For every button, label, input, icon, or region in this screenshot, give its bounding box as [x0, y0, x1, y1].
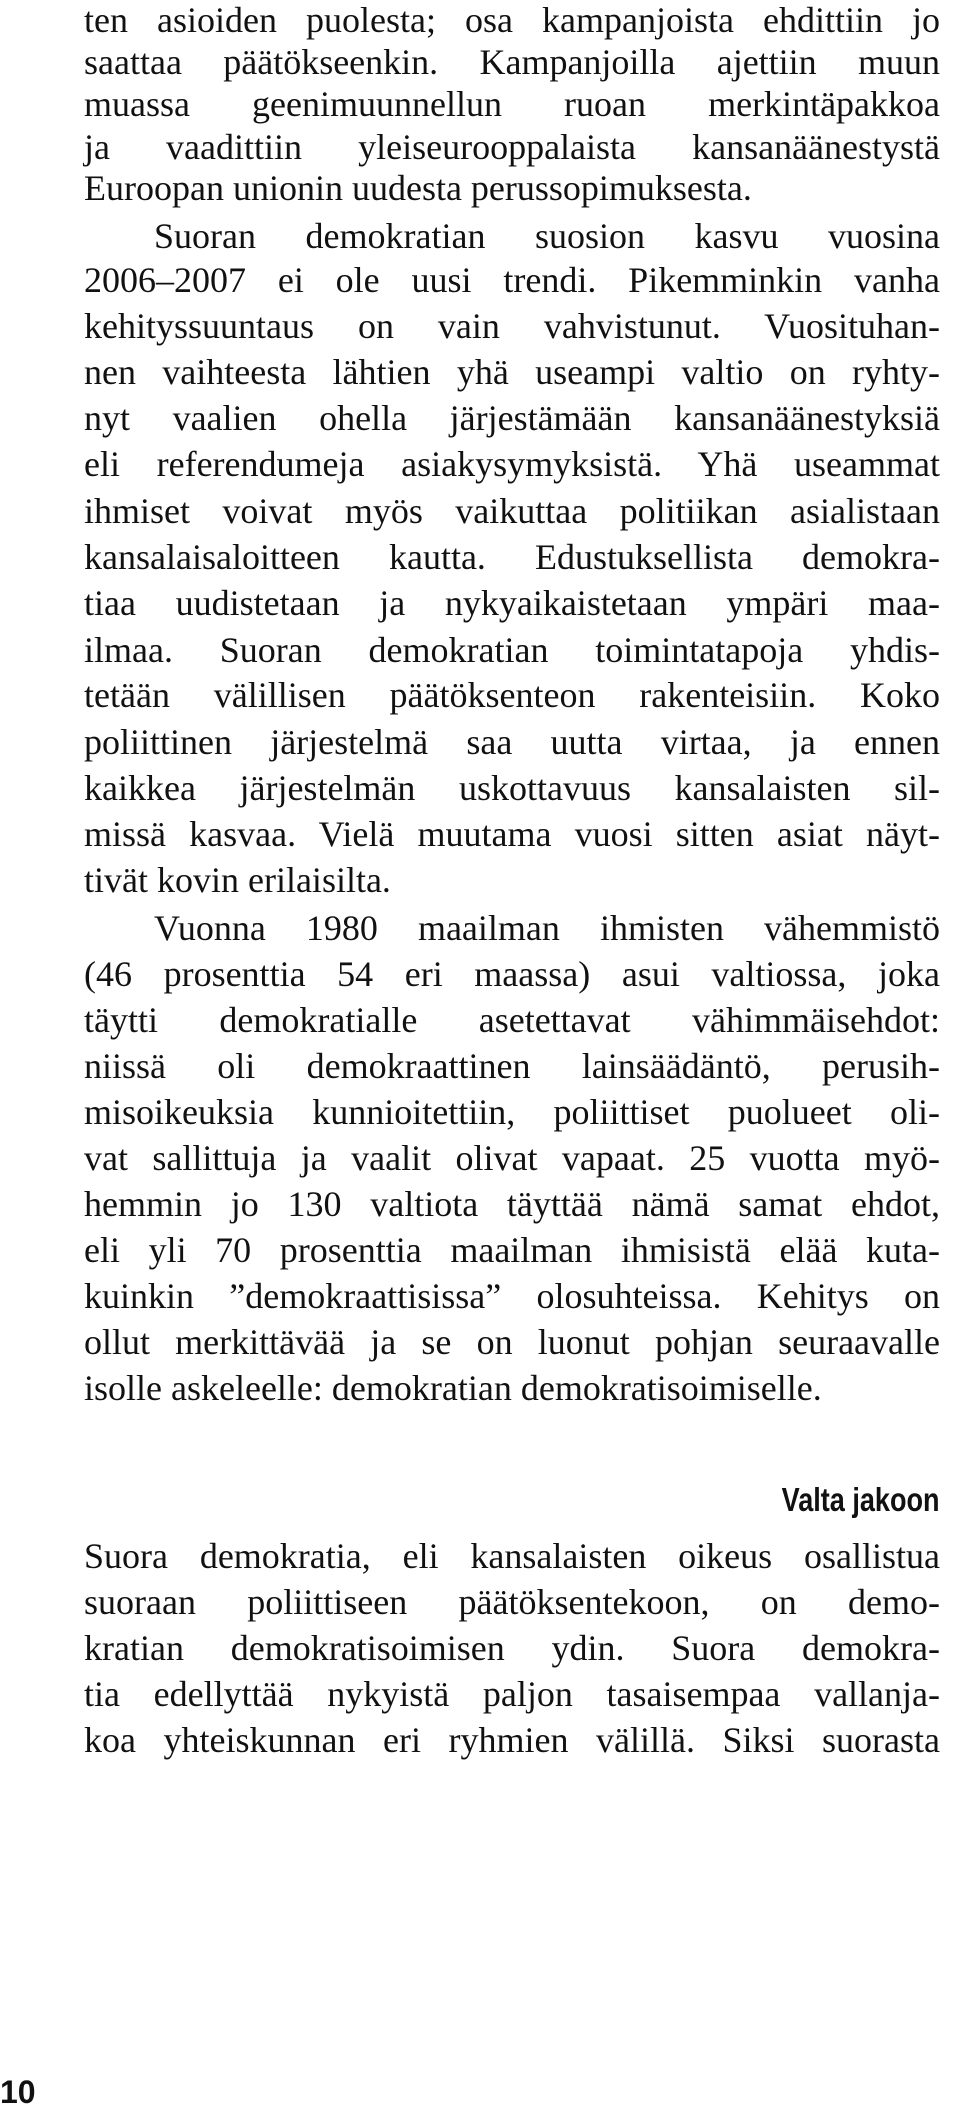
text-line: suoraan poliittiseen päätöksentekoon, on demo-: [84, 1582, 940, 1622]
text-line: 2006–2007 ei ole uusi trendi. Pikemminkin vanha: [84, 260, 940, 300]
text-line: Vuonna 1980 maailman ihmisten vähemmistö: [154, 908, 940, 948]
text-line: (46 prosenttia 54 eri maassa) asui valtiossa, joka: [84, 954, 940, 994]
text-line: nyt vaalien ohella järjestämään kansanäänestyksiä: [84, 398, 940, 438]
page-number: 10: [0, 2074, 36, 2110]
text-line: tivät kovin erilaisilta.: [84, 860, 391, 900]
text-line: vat sallittuja ja vaalit olivat vapaat. 25 vuotta myö-: [84, 1138, 940, 1178]
text-line: saattaa päätökseenkin. Kampanjoilla ajettiin muun: [84, 42, 940, 82]
text-line: tiaa uudistetaan ja nykyaikaistetaan ympäri maa-: [84, 583, 940, 623]
text-line: hemmin jo 130 valtiota täyttää nämä samat ehdot,: [84, 1184, 940, 1224]
text-line: nen vaihteesta lähtien yhä useampi valtio on ryhty-: [84, 352, 940, 392]
text-line: kansalaisaloitteen kautta. Edustuksellista demokra-: [84, 537, 940, 577]
text-line: missä kasvaa. Vielä muutama vuosi sitten asiat näyt-: [84, 814, 940, 854]
text-line: Suoran demokratian suosion kasvu vuosina: [154, 216, 940, 256]
text-line: niissä oli demokraattinen lainsäädäntö, perusih-: [84, 1046, 940, 1086]
text-line: tia edellyttää nykyistä paljon tasaisempaa vallanja-: [84, 1674, 940, 1714]
text-line: muassa geenimuunnellun ruoan merkintäpakkoa: [84, 84, 940, 124]
text-line: ilmaa. Suoran demokratian toimintatapoja yhdis-: [84, 630, 940, 670]
text-line: kratian demokratisoimisen ydin. Suora demokra-: [84, 1628, 940, 1668]
text-line: poliittinen järjestelmä saa uutta virtaa, ja ennen: [84, 722, 940, 762]
text-line: täytti demokratialle asetettavat vähimmäisehdot:: [84, 1000, 940, 1040]
text-line: isolle askeleelle: demokratian demokratisoimiselle.: [84, 1368, 822, 1408]
text-line: tetään välillisen päätöksenteon rakenteisiin. Koko: [84, 675, 940, 715]
section-heading: Valta jakoon: [782, 1481, 940, 1518]
text-line: ten asioiden puolesta; osa kampanjoista ehdittiin jo: [84, 0, 940, 40]
text-line: ollut merkittävää ja se on luonut pohjan seuraavalle: [84, 1322, 940, 1362]
text-line: eli referendumeja asiakysymyksistä. Yhä useammat: [84, 444, 940, 484]
text-line: kuinkin ”demokraattisissa” olosuhteissa. Kehitys on: [84, 1276, 940, 1316]
text-line: ja vaadittiin yleiseurooppalaista kansanäänestystä: [84, 127, 940, 167]
text-line: kehityssuuntaus on vain vahvistunut. Vuosituhan-: [84, 306, 940, 346]
text-line: eli yli 70 prosenttia maailman ihmisistä elää kuta-: [84, 1230, 940, 1270]
text-line: Suora demokratia, eli kansalaisten oikeus osallistua: [84, 1536, 940, 1576]
text-line: ihmiset voivat myös vaikuttaa politiikan asialistaan: [84, 491, 940, 531]
text-line: Euroopan unionin uudesta perussopimuksesta.: [84, 168, 752, 208]
text-line: misoikeuksia kunnioitettiin, poliittiset puolueet oli-: [84, 1092, 940, 1132]
text-line: kaikkea järjestelmän uskottavuus kansalaisten sil-: [84, 768, 940, 808]
text-line: koa yhteiskunnan eri ryhmien välillä. Siksi suorasta: [84, 1720, 940, 1760]
